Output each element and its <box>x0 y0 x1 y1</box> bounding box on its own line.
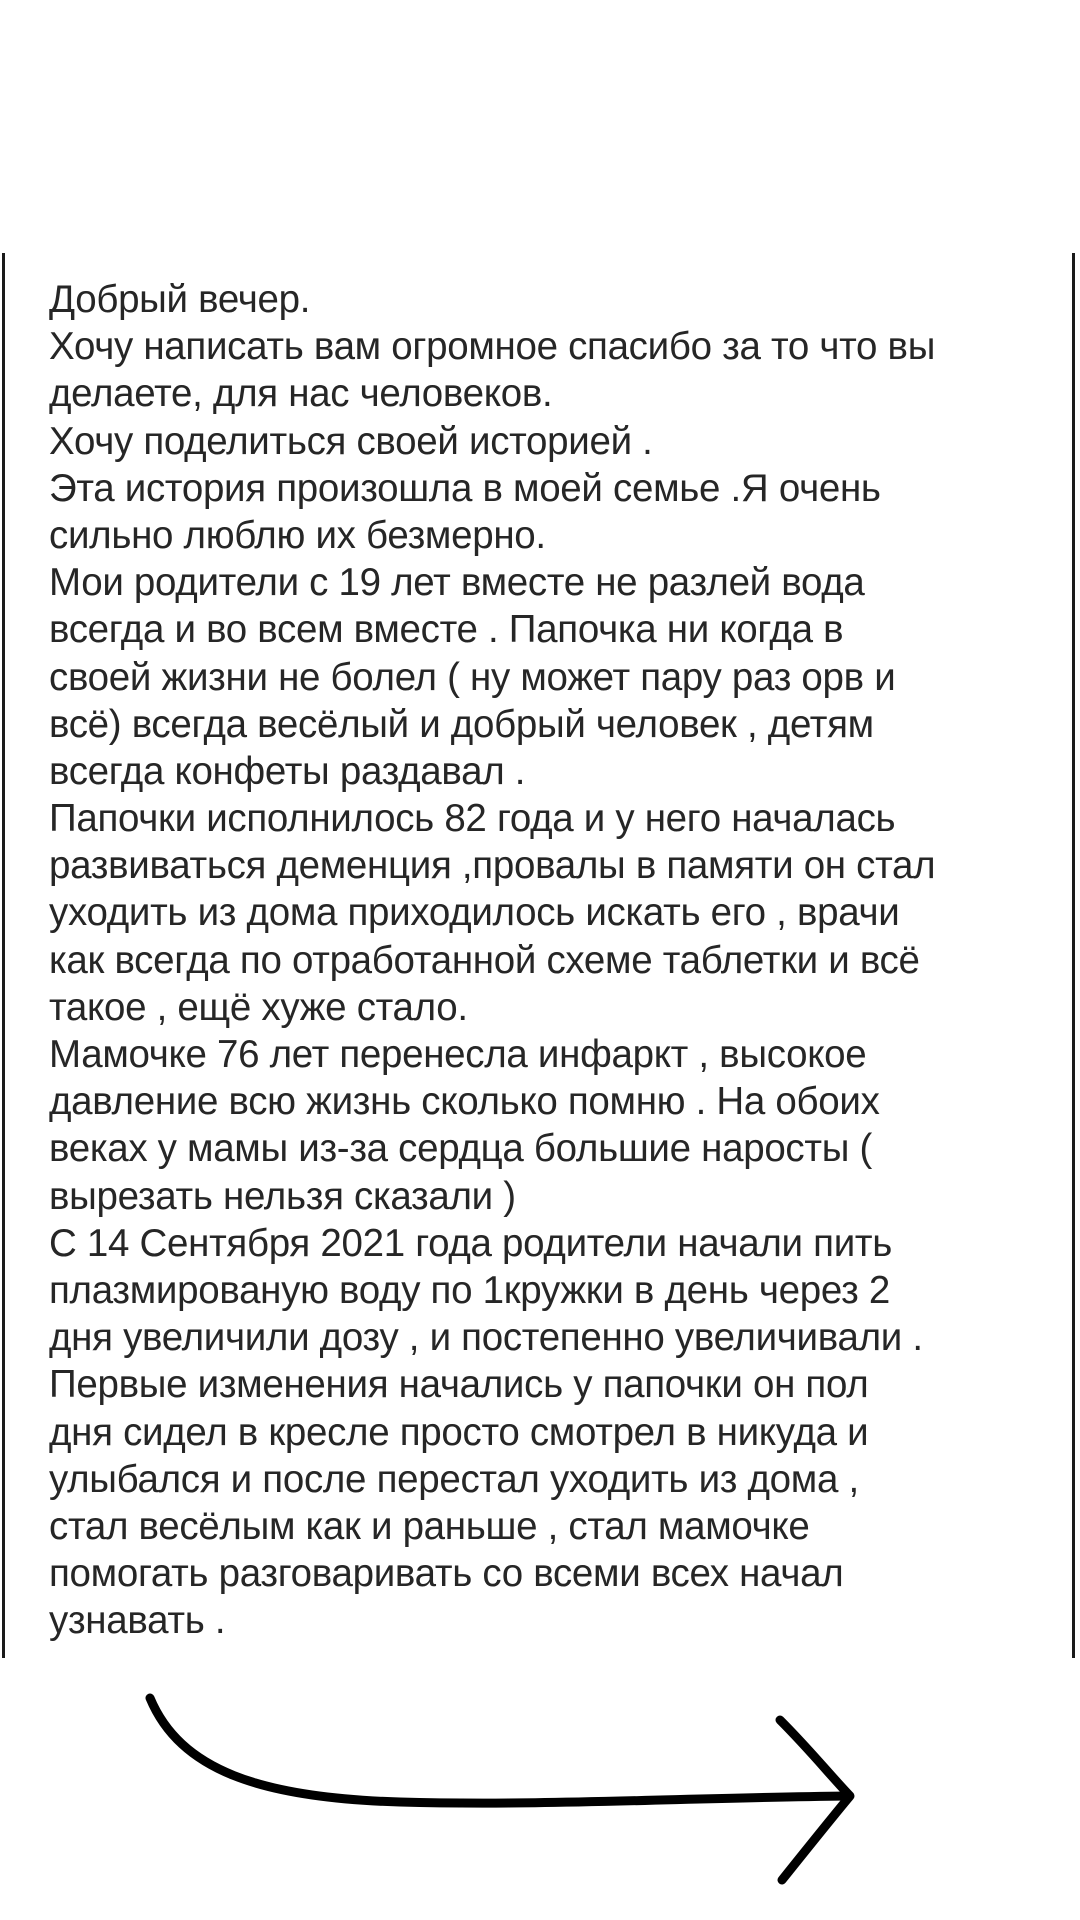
message-line: плазмированую воду по 1кружки в день через 2 <box>49 1268 890 1312</box>
message-line: Добрый вечер. <box>49 278 311 321</box>
message-line: С 14 Сентября 2021 года родители начали пить <box>49 1221 892 1265</box>
message-line: давление всю жизнь сколько помню . На обоих <box>49 1080 880 1124</box>
message-line: дня увеличили дозу , и постепенно увеличивали . <box>49 1316 923 1360</box>
message-line: вырезать нельзя сказали ) <box>49 1174 516 1218</box>
message-line: веках у мамы из-за сердца большие наросты ( <box>49 1127 873 1171</box>
message-line: улыбался и после перестал уходить из дома , <box>49 1457 859 1501</box>
message-line: своей жизни не болел ( ну может пару раз орв и <box>49 655 896 699</box>
message-line: Хочу поделиться своей историей . <box>49 419 653 463</box>
message-line: Первые изменения начались у папочки он пол <box>49 1363 869 1407</box>
message-line: Мамочке 76 лет перенесла инфаркт , высокое <box>49 1033 867 1076</box>
message-line: всегда и во всем вместе . Папочка ни когда в <box>49 608 844 652</box>
message-line: помогать разговаривать со всеми всех начал <box>49 1552 844 1596</box>
message-line: Папочки исполнилось 82 года и у него началась <box>49 797 896 841</box>
message-line: Мои родители с 19 лет вместе не разлей вода <box>49 561 865 605</box>
message-text <box>49 276 1059 1644</box>
message-line: Хочу написать вам огромное спасибо за то что вы <box>49 325 936 369</box>
message-line: стал весёлым как и раньше , стал мамочке <box>49 1504 810 1548</box>
message-line: развиваться деменция ,провалы в памяти он стал <box>49 844 936 888</box>
message-line: как всегда по отработанной схеме таблетки и всё <box>49 938 920 982</box>
message-line: сильно люблю их безмерно. <box>49 513 546 557</box>
message-line: Эта история произошла в моей семье .Я очень <box>49 466 881 510</box>
message-line: узнавать . <box>49 1599 226 1643</box>
message-line: всё) всегда весёлый и добрый человек , детям <box>49 702 874 746</box>
message-line: уходить из дома приходилось искать его , врачи <box>49 891 900 935</box>
message-line: всегда конфеты раздавал . <box>49 749 526 793</box>
message-line: делаете, для нас человеков. <box>49 372 553 416</box>
message-line: дня сидел в кресле просто смотрел в никуда и <box>49 1410 869 1454</box>
hand-drawn-arrow-right-icon <box>120 1680 880 1900</box>
message-line: такое , ещё хуже стало. <box>49 985 468 1029</box>
